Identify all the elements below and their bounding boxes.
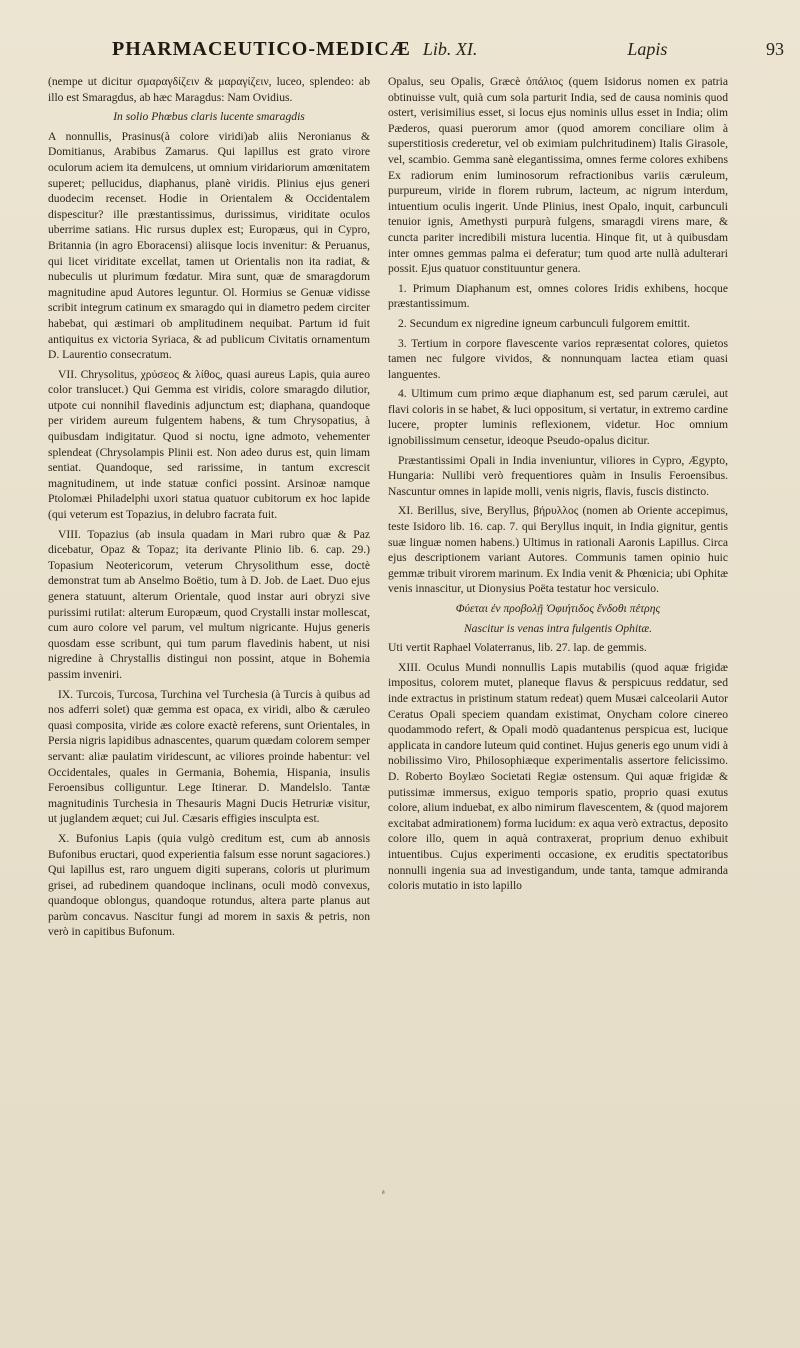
greek-verse: Φύεται ἐν προβολῇ Ὀφιήτιδος ἔνδοθι πέτρης: [455, 602, 661, 615]
left-column: [48, 74, 370, 944]
paragraph: VII. Chrysolitus, χρύσεος & λίθος, quasi aureus Lapis, quia aureo color translucet.) Qui Gemma est viridis, colore smaragdo dilutior, utpote cui nonnihil flavedinis adjunctum est; diaphana, quandoque per viridem aureum fulgentem habens, & tum Chrysopatius, à quibusdam indigitatur. Quod si noctu, igne admoto, vehementer splendeat (Chrysolampis Plinii est. Non adeo durus est, quin limam sentiat. Quandoque, sed rarissime, in tantum excrescit magnitudinem, ut inde statuæ confici possint. Arsinoæ namque Ptolomæi Philadelphi uxori statua quatuor cubitorum ex hoc lapide (qui veterum est Topazius, in delubro facrata fuit.: [48, 367, 370, 522]
paragraph: Opalus, seu Opalis, Græcè ὀπάλιος (quem Isidorus nomen ex patria obtinuisse vult, quià cum sola parturit India, sed de causa nominis quod ostert, verisimilius esset, si locus ejus nominis ullus esset in India; olim Pæderos, quasi puerorum amor (quod amorem conciliare olim à superstitiosis crederetur, vel ob eximiam pulchritudinem) Italis Girasole, vel, scambio. Gemma sanè elegantissima, omnes ferme colores exhibens Ex radiorum enim luminosorum refractionibus variis cæruleum, purpureum, viride in florem rubrum, lacteum, ac nigrum interdum, intuentium oculis ingerit. Unde Plinius, inest Opalo, inquit, carbunculi tenuior ignis, Amethysti purpurà fulgens, smaragdi virens mare, & cuncta pariter incredibili mistura lucentia. Hinque fit, ut à quibusdam inter omnes gemmas palma ei deferatur; tum quod arte nullà adulterari possit. Ejus quatuor constituuntur genera.: [388, 75, 728, 276]
paragraph: VIII. Topazius (ab insula quadam in Mari rubro quæ & Paz dicebatur, Opaz & Topaz; ita derivante Plinio lib. 6. cap. 29.) Topasium Neotericorum, veterum Chrysolithum esse, doctè demonstrat tum ab Anselmo Boëtio, tum à D. Job. de Laet. Duo ejus genera statuunt, alterum Orientale, quod instar auri obryzi sive purissimi rutilat: alterum Europæum, quod Crystalli instar mollescat, cum auro colore vel parum, vel multum nigricante. Hujus generis quosdam esse scribunt, qui tum parum flavedinis habent, ut nisi nigredine à Chrystallis distingui non possint, atque in Bohemia passim inveniri.: [48, 527, 370, 681]
page-number: 93: [766, 39, 784, 59]
paragraph: XIII. Oculus Mundi nonnullis Lapis mutabilis (quod aquæ frigidæ impositus, colorem mutet, planeque flavus & perspicuus reddatur, sed inde extractus in pristinum statum redeat) quem Musæi calceolarii Autor Ceratus Opali speciem quandam existimat, Onycham colore cinereo quodammodo refert, & Opali modò quadantenus perspicua est, lucique applicata in candore luteum quid continet. Hujus generis ego unum vidi à nobilissimo Viro, Philosophiæque experimentalis assertore felicissimo. D. Roberto Boylæo Societati Regiæ ostensum. Qui aquæ frigidæ & putissimæ immersus, exiguo temporis spatio, proprio quasi exutus colore, alium induebat, ex albo nimirum flavescentem, & (quod majorem excitabat admirationem) forma lucidum: ex aqua verò extractus, deposito colore illo, quem in aquà contraxerat, proprium denuo exhibuit intuentibus. Cujus experimenti occasione, ex eruditis spectatoribus nonnulli ingenia sua ad investigandum, unde tanta, tamque admiranda coloris mutatio in isto lapillo: [388, 660, 728, 893]
running-header: [112, 38, 792, 68]
paragraph: X. Bufonius Lapis (quia vulgò creditum est, cum ab annosis Bufonibus eructari, quod experientia falsum esse norunt sagaciores.) Qui lapillus est, raro unguem digiti superans, coloris ut plurimum grisei, ad rubedinem quandoque inclinans, oculi modò convexus, quandoque oblongus, quandoque rotundus, altera parte planus aut parùm concavus. Nascitur fungi ad morem in saxis & petris, non verò in capitibus Bufonum.: [48, 831, 370, 939]
paragraph: A nonnullis, Prasinus(à colore viridi)ab aliis Neronianus & Domitianus, Arabibus Zamarus. Qui lapillus est grato virore oculorum aciem ita demulcens, ut omnium viridariorum amœnitatem superet; pellucidus, diaphanus, planè viridis. Plinius ejus generi duodecim recenset. Hodie in Orientalem & Occidentalem dispescitur? ille præstantissimus, durissimus, viriditate oculos uberrime satians. Hic rursus duplex est; Europæus, qui in Cypro, Britannia (in agro Eboracensi) aliisque locis invenitur: & Peruanus, qui licet viriditate excellat, tamen ut Orientalis non ita radiat, & nubeculis ut plurimum fœdatur. Mira sunt, quæ de smaragdorum magnitudine apud Autores leguntur. Ol. Hormius se Genuæ vidisse scribit integrum catinum ex smaragdo qui in diametro pedem circiter habebat, qui æstimari ob amplitudinem nequibat. Partum id fuit antiquitus ex victoria Syriaca, & ad publicum Civitatis ornamentum D. Laurentio consecratum.: [48, 129, 370, 362]
right-column: [388, 74, 728, 898]
paragraph: (nempe ut dicitur σμαραγδίζειν & μαραγίζειν, luceo, splendeo: ab illo est Smaragdus, ab hæc Maragdus: Nam Ovidius.: [48, 75, 370, 104]
gutter-mark: ᵃ: [382, 1188, 385, 1199]
book-number: Lib. XI.: [422, 39, 478, 59]
paragraph: 2. Secundum ex nigredine igneum carbunculi fulgorem emittit.: [398, 316, 691, 330]
paragraph: 3. Tertium in corpore flavescente varios repræsentat colores, quietos tamen nec fulgore vividos, & nonnunquam lactea etiam quasi languentes.: [388, 336, 728, 381]
paragraph: Uti vertit Raphael Volaterranus, lib. 27. lap. de gemmis.: [388, 641, 647, 655]
verse-line: In solio Phœbus claris lucente smaragdis: [113, 110, 305, 124]
paragraph: IX. Turcois, Turcosa, Turchina vel Turchesia (à Turcis à quibus ad nos adferri solet) quæ gemma est opaca, ex viridi, albo & cæruleo quasi composita, viride æs colore exactè referens, sunt Orientales, in Persia nigris lapidibus adnascentes, quarum quædam colorem semper servant: aliæ paulatim viridescunt, ac viliores proinde habentur: vel Occidentales, quales in Germania, Bohemia, Hispania, insulis Feroensibus colliguntur. Lege Itinerar. D. Mandelslo. Tantæ magnitudinis Turchesia in Thesauris Magni Ducis Hetruriæ visitur, ut juglandem æquet; cui Jul. Cæsaris effigies insculpta est.: [48, 687, 370, 826]
paragraph: 4. Ultimum cum primo æque diaphanum est, sed parum cærulei, aut flavi coloris in se habet, & luci oppositum, si vertatur, in extremo cardine lucere, propter luminis reflexionem, videtur. Hoc omnium ignobilissimum censetur, ideoque Pseudo-opalus dicitur.: [388, 387, 728, 448]
paragraph: Præstantissimi Opali in India inveniuntur, viliores in Cypro, Ægypto, Hungaria: Nullibi verò frequentiores quàm in Insulis Feroensibus. Nascuntur omnes in lapide molli, venis nigris, flavis, fuscis distincto.: [388, 453, 728, 498]
paragraph: 1. Primum Diaphanum est, omnes colores Iridis exhibens, hocque præstantissimum.: [388, 281, 728, 311]
verse-translation: Nascitur is venas intra fulgentis Ophitæ.: [463, 621, 653, 635]
paragraph: XI. Berillus, sive, Beryllus, βήρυλλος (nomen ab Oriente accepimus, teste Isidoro lib. 16. cap. 7. qui Beryllus inquit, in India gignitur, gentis suæ linguæ nomen habens.) Ultimus in rationali Aaronis Lapillus. Circa ejus descriptionem variant Autores. Communis tamen opinio huic gemmæ tribuit virorem marinum. Ex India venit & Phœnicia; ubi Ophitæ venis innascitur, ut Dionysius Poëta testatur hoc versiculo.: [388, 504, 728, 596]
running-title: PHARMACEUTICO-MEDICÆ: [112, 38, 411, 60]
page-topic: Lapis: [627, 39, 668, 59]
